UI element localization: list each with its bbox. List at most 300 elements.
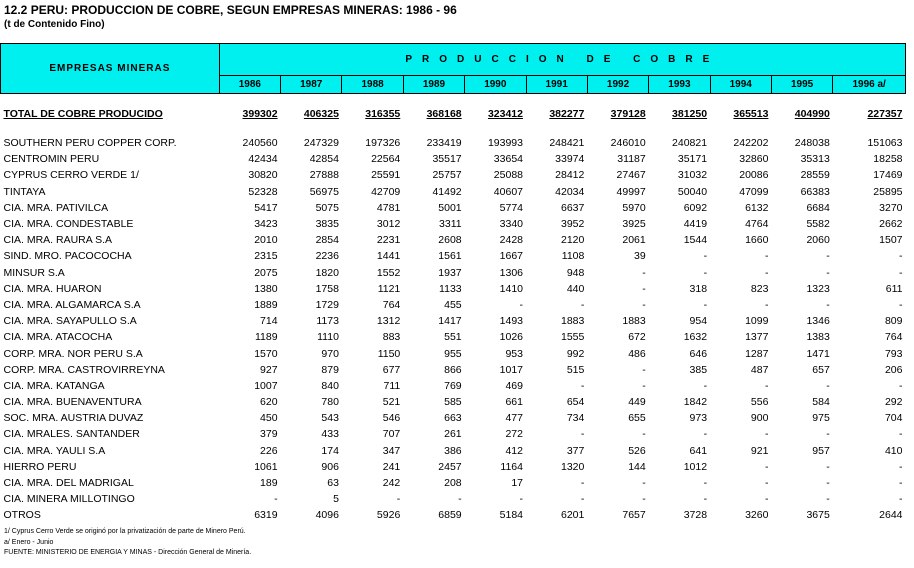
production-value: 1099: [745, 315, 769, 328]
production-value: 365513: [733, 108, 769, 120]
production-value: 1507: [879, 234, 903, 247]
production-value: 42434: [248, 153, 278, 166]
production-value: 1552: [376, 266, 401, 279]
production-value: 2120: [561, 234, 585, 247]
production-value: 657: [812, 363, 830, 376]
table-row: [1, 184, 906, 200]
production-value: 1410: [499, 282, 523, 295]
production-value: 385: [689, 363, 708, 376]
spacer-row: [1, 94, 906, 108]
production-value: -: [642, 428, 646, 441]
table-row: [1, 167, 906, 183]
production-value: 206: [884, 363, 903, 376]
production-value: 2075: [254, 266, 278, 279]
production-value: 3423: [254, 218, 278, 231]
production-value: 5582: [806, 218, 830, 231]
production-value: 2608: [438, 234, 462, 247]
production-value: -: [826, 250, 830, 263]
table-row: [1, 313, 906, 329]
company-name: HIERRO PERU: [3, 460, 77, 473]
production-value: 734: [566, 412, 585, 425]
company-name: CIA. MRALES. SANTANDER: [3, 428, 140, 441]
production-value: 248038: [794, 137, 830, 150]
production-value: 973: [689, 412, 708, 425]
production-value: 584: [812, 396, 830, 409]
production-value: 1312: [376, 315, 401, 328]
production-value: 33974: [555, 153, 585, 166]
production-value: 316355: [365, 108, 401, 120]
production-value: -: [703, 250, 708, 263]
production-value: -: [764, 493, 769, 506]
table-row: [1, 459, 906, 475]
production-value: 551: [444, 331, 462, 344]
production-value: 677: [382, 363, 401, 376]
production-value: 6319: [254, 509, 278, 522]
company-name: MINSUR S.A: [3, 266, 65, 279]
production-value: 1320: [561, 460, 585, 473]
production-value: 379: [260, 428, 278, 441]
production-value: 4781: [376, 201, 401, 214]
production-value: 25895: [873, 185, 903, 198]
production-value: -: [642, 379, 646, 392]
production-value: -: [580, 298, 585, 311]
company-name: CIA. MRA. PATIVILCA: [3, 201, 109, 214]
production-value: 22564: [371, 153, 401, 166]
copper-production-table: [0, 43, 906, 524]
production-value: 433: [321, 428, 339, 441]
production-value: 1471: [806, 347, 830, 360]
production-value: -: [703, 428, 708, 441]
table-row: [1, 378, 906, 394]
total-row: [1, 107, 906, 121]
production-value: 707: [382, 428, 401, 441]
production-value: 921: [750, 444, 769, 457]
production-value: 1417: [438, 315, 462, 328]
table-row: [1, 281, 906, 297]
production-value: 450: [260, 412, 278, 425]
production-value: 233419: [426, 137, 462, 150]
company-name: CYPRUS CERRO VERDE 1/: [3, 169, 139, 182]
production-value: 246010: [610, 137, 646, 150]
production-value: 1561: [438, 250, 462, 263]
production-value: 5774: [499, 201, 523, 214]
year-header: 1991: [526, 75, 587, 93]
production-value: 144: [628, 460, 646, 473]
production-value: 1883: [622, 315, 646, 328]
production-value: 620: [260, 396, 278, 409]
production-value: 823: [750, 282, 769, 295]
company-name: CIA. MINERA MILLOTINGO: [3, 493, 135, 506]
production-value: 241: [382, 460, 401, 473]
production-value: -: [642, 266, 646, 279]
production-value: 208: [444, 477, 462, 490]
production-value: 1383: [806, 331, 830, 344]
footnote-cyprus: 1/ Cyprus Cerro Verde se originó por la privatización de parte de Minero Perú.: [4, 528, 246, 535]
production-value: 63: [327, 477, 339, 490]
production-value: 661: [505, 396, 523, 409]
production-value: 189: [260, 477, 278, 490]
production-value: 31032: [677, 169, 708, 182]
table-header: [1, 44, 906, 94]
production-value: 449: [628, 396, 646, 409]
production-value: 174: [321, 444, 339, 457]
production-value: 382277: [549, 108, 585, 120]
company-name: CORP. MRA. CASTROVIRREYNA: [3, 363, 165, 376]
production-value: 4419: [683, 218, 708, 231]
production-value: 1306: [499, 266, 523, 279]
production-value: 50040: [677, 185, 708, 198]
production-value: 42854: [309, 153, 339, 166]
production-value: 543: [321, 412, 339, 425]
production-value: 33654: [493, 153, 523, 166]
page-title: 12.2 PERU: PRODUCCION DE COBRE, SEGUN EMPRESAS MINERAS: 1986 - 96: [4, 3, 457, 17]
table-row: [1, 135, 906, 151]
production-value: 780: [321, 396, 339, 409]
production-value: 5970: [622, 201, 646, 214]
production-value: 6092: [683, 201, 708, 214]
production-value: 641: [689, 444, 708, 457]
production-value: 1323: [806, 282, 830, 295]
company-name: CIA. MRA. RAURA S.A: [3, 234, 113, 247]
company-name: CORP. MRA. NOR PERU S.A: [3, 347, 143, 360]
production-value: 672: [628, 331, 646, 344]
production-value: -: [519, 298, 523, 311]
spacer-row: [1, 121, 906, 135]
production-value: -: [642, 298, 646, 311]
production-value: -: [899, 428, 903, 441]
production-value: 242202: [733, 137, 769, 150]
year-header: 1988: [342, 75, 403, 93]
production-value: 379128: [610, 108, 646, 120]
production-value: 47099: [739, 185, 769, 198]
production-value: 1883: [561, 315, 585, 328]
production-value: 955: [444, 347, 462, 360]
production-value: -: [899, 298, 903, 311]
company-name: CIA. MRA. ALGAMARCA S.A: [3, 298, 141, 311]
company-name: CIA. MRA. YAULI S.A: [3, 444, 106, 457]
table-row: [1, 216, 906, 232]
production-value: 1380: [254, 282, 278, 295]
production-value: 3675: [806, 509, 830, 522]
production-value: -: [703, 493, 708, 506]
production-value: 381250: [672, 108, 708, 120]
table-row: [1, 507, 906, 523]
production-value: 27467: [616, 169, 646, 182]
production-value: -: [826, 298, 830, 311]
production-value: 1842: [683, 396, 708, 409]
production-value: 32860: [739, 153, 769, 166]
production-value: -: [826, 379, 830, 392]
production-value: 40607: [493, 185, 523, 198]
production-value: 4764: [745, 218, 769, 231]
table-row: [1, 426, 906, 442]
production-value: 3311: [439, 218, 462, 231]
production-value: 1441: [376, 250, 401, 263]
production-value: 5417: [254, 201, 278, 214]
production-value: 7657: [622, 509, 646, 522]
production-value: 17469: [873, 169, 903, 182]
production-value: -: [703, 379, 708, 392]
production-value: 193993: [487, 137, 523, 150]
production-value: 3012: [376, 218, 401, 231]
production-value: 655: [628, 412, 646, 425]
production-value: 1889: [254, 298, 278, 311]
production-value: -: [826, 493, 830, 506]
year-header: 1992: [587, 75, 648, 93]
year-header: 1989: [403, 75, 464, 93]
footnote-period: a/ Enero - Junio: [4, 538, 54, 546]
production-value: 1660: [745, 234, 769, 247]
production-value: 556: [750, 396, 769, 409]
year-header: 1996 a/: [833, 75, 906, 93]
production-value: -: [580, 379, 585, 392]
production-value: 953: [505, 347, 523, 360]
production-value: 663: [444, 412, 462, 425]
year-header: 1986: [219, 75, 280, 93]
production-value: 2236: [315, 250, 339, 263]
production-value: 318: [689, 282, 708, 295]
production-value: 1544: [683, 234, 708, 247]
production-value: -: [580, 477, 585, 490]
production-value: 323412: [487, 108, 523, 120]
production-value: -: [899, 460, 903, 473]
company-name: CIA. MRA. KATANGA: [3, 379, 105, 392]
company-name: CIA. MRA. SAYAPULLO S.A: [3, 315, 137, 328]
production-value: 764: [884, 331, 903, 344]
production-value: 30820: [248, 169, 278, 182]
production-value: 1937: [438, 266, 462, 279]
production-value: 900: [750, 412, 769, 425]
production-value: 585: [444, 396, 462, 409]
production-value: -: [826, 428, 830, 441]
production-value: 906: [321, 460, 339, 473]
production-value: 1150: [377, 347, 401, 360]
company-name: CIA. MRA. BUENAVENTURA: [3, 396, 142, 409]
production-value: 2061: [622, 234, 646, 247]
production-value: 18258: [873, 153, 903, 166]
production-value: 975: [812, 412, 830, 425]
production-value: 515: [566, 363, 585, 376]
company-name: CIA. MRA. HUARON: [3, 282, 102, 295]
production-value: 42709: [371, 185, 401, 198]
production-value: 1758: [315, 282, 339, 295]
company-name: SOUTHERN PERU COPPER CORP.: [3, 137, 177, 150]
production-value: 25088: [493, 169, 523, 182]
production-value: 1121: [377, 282, 401, 295]
production-value: -: [519, 493, 523, 506]
production-value: 227357: [867, 108, 903, 120]
company-name: OTROS: [3, 509, 41, 522]
table-row: [1, 329, 906, 345]
company-name: CIA. MRA. CONDESTABLE: [3, 218, 134, 231]
production-value: -: [764, 477, 769, 490]
production-value: 3340: [499, 218, 523, 231]
production-value: 39: [634, 250, 646, 263]
production-value: -: [642, 282, 646, 295]
production-value: 5926: [376, 509, 401, 522]
company-name: TINTAYA: [3, 185, 46, 198]
production-value: 347: [382, 444, 401, 457]
year-header: 1994: [710, 75, 771, 93]
table-row: [1, 200, 906, 216]
production-value: 2644: [879, 509, 903, 522]
production-value: 240821: [672, 137, 708, 150]
production-value: 646: [689, 347, 708, 360]
production-value: -: [703, 298, 708, 311]
production-value: 1632: [683, 331, 708, 344]
production-value: 840: [321, 379, 339, 392]
company-name: SOC. MRA. AUSTRIA DUVAZ: [3, 412, 144, 425]
company-name: SIND. MRO. PACOCOCHA: [3, 250, 132, 263]
production-value: 52328: [248, 185, 278, 198]
table-row: [1, 232, 906, 248]
production-value: 49997: [616, 185, 646, 198]
production-value: 242: [382, 477, 401, 490]
production-value: 31187: [617, 153, 646, 166]
company-name: CENTROMIN PERU: [3, 153, 100, 166]
production-value: -: [458, 493, 462, 506]
production-value: 1189: [254, 331, 278, 344]
production-value: 28559: [800, 169, 830, 182]
production-value: 292: [884, 396, 903, 409]
production-group-header: PRODUCCION DE COBRE: [219, 44, 905, 76]
production-value: 3728: [683, 509, 708, 522]
table-body: [1, 94, 906, 524]
year-header: 1995: [771, 75, 832, 93]
production-value: 1017: [499, 363, 523, 376]
production-value: -: [764, 266, 769, 279]
production-value: 1164: [500, 460, 523, 473]
production-value: 226: [260, 444, 278, 457]
production-value: 6201: [561, 509, 585, 522]
production-value: 3925: [622, 218, 646, 231]
production-value: -: [764, 250, 769, 263]
production-value: 526: [628, 444, 646, 457]
production-value: 1133: [439, 282, 462, 295]
production-value: 970: [321, 347, 339, 360]
production-value: 486: [628, 347, 646, 360]
production-value: 6684: [806, 201, 830, 214]
production-value: -: [642, 493, 646, 506]
company-name: TOTAL DE COBRE PRODUCIDO: [3, 108, 163, 120]
production-value: 546: [382, 412, 401, 425]
production-value: 240560: [242, 137, 278, 150]
production-value: 711: [383, 379, 401, 392]
year-header: 1993: [649, 75, 710, 93]
production-value: 1555: [561, 331, 585, 344]
production-value: 1377: [745, 331, 769, 344]
production-value: -: [580, 428, 585, 441]
production-value: 1173: [316, 315, 339, 328]
production-value: 56975: [309, 185, 339, 198]
production-value: 410: [884, 444, 903, 457]
production-value: -: [580, 493, 585, 506]
production-value: -: [764, 298, 769, 311]
production-value: 2428: [499, 234, 523, 247]
production-value: 20086: [739, 169, 769, 182]
companies-column-header: EMPRESAS MINERAS: [1, 44, 220, 94]
production-value: 1729: [315, 298, 339, 311]
production-value: 927: [260, 363, 278, 376]
company-name: CIA. MRA. ATACOCHA: [3, 331, 113, 344]
production-value: 1108: [561, 250, 585, 263]
production-value: 1026: [499, 331, 523, 344]
table-row: [1, 443, 906, 459]
production-value: -: [899, 477, 903, 490]
production-value: -: [396, 493, 401, 506]
production-value: 197326: [365, 137, 401, 150]
production-value: -: [274, 493, 278, 506]
production-value: -: [826, 460, 830, 473]
production-value: -: [764, 460, 769, 473]
production-value: 6637: [561, 201, 585, 214]
production-value: 1820: [315, 266, 339, 279]
table-row: [1, 248, 906, 264]
production-value: 487: [750, 363, 769, 376]
production-value: 27888: [309, 169, 339, 182]
production-value: 469: [505, 379, 523, 392]
production-value: 879: [321, 363, 339, 376]
table-row: [1, 151, 906, 167]
production-value: 1287: [745, 347, 769, 360]
production-value: 3952: [561, 218, 585, 231]
production-value: -: [899, 379, 903, 392]
production-value: 2662: [879, 218, 903, 231]
production-value: 35313: [800, 153, 830, 166]
production-value: 272: [505, 428, 523, 441]
production-value: 406325: [303, 108, 339, 120]
production-value: -: [899, 266, 903, 279]
production-value: 793: [884, 347, 903, 360]
footnote-source: FUENTE: MINISTERIO DE ENERGIA Y MINAS - Dirección General de Minería.: [4, 549, 252, 556]
production-value: 654: [566, 396, 585, 409]
production-value: 1493: [499, 315, 523, 328]
production-value: -: [642, 477, 646, 490]
production-value: 42034: [555, 185, 585, 198]
production-value: 440: [566, 282, 585, 295]
production-value: 5001: [438, 201, 462, 214]
production-value: -: [764, 428, 769, 441]
production-value: 521: [382, 396, 401, 409]
table-row: [1, 475, 906, 491]
production-value: 2231: [376, 234, 401, 247]
table-row: [1, 394, 906, 410]
production-value: 35171: [677, 153, 708, 166]
production-value: 28412: [555, 169, 585, 182]
production-value: 611: [885, 282, 903, 295]
production-value: 66383: [800, 185, 830, 198]
table-row: [1, 265, 906, 281]
production-value: 377: [566, 444, 585, 457]
production-value: 954: [689, 315, 708, 328]
production-value: 35517: [432, 153, 462, 166]
production-value: 261: [444, 428, 462, 441]
page-subtitle: (t de Contenido Fino): [4, 19, 105, 30]
table-row: [1, 362, 906, 378]
year-header: 1990: [465, 75, 526, 93]
production-value: 6132: [745, 201, 769, 214]
production-value: 5075: [315, 201, 339, 214]
production-value: -: [899, 250, 903, 263]
production-value: 25591: [371, 169, 401, 182]
company-name: CIA. MRA. DEL MADRIGAL: [3, 477, 134, 490]
production-value: 412: [505, 444, 523, 457]
production-value: 248421: [549, 137, 585, 150]
production-value: 764: [382, 298, 401, 311]
production-value: 3835: [315, 218, 339, 231]
production-value: 1346: [806, 315, 830, 328]
production-value: 386: [444, 444, 462, 457]
